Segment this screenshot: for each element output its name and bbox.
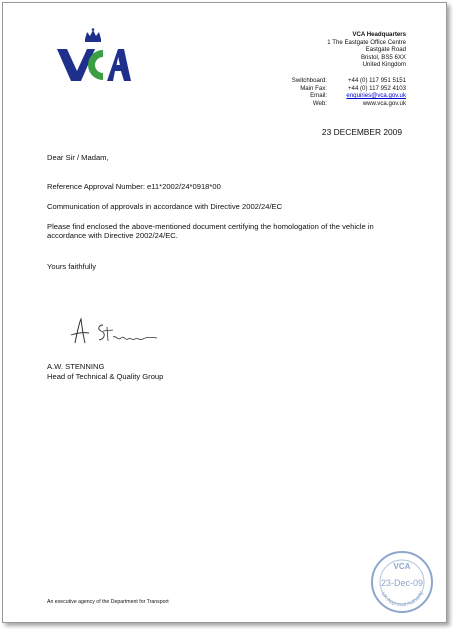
stamp-arc-text <box>379 590 425 608</box>
email-row <box>275 92 406 100</box>
address-line: 1 The Eastgate Office Centre <box>327 38 406 46</box>
signatory-title: Head of Technical & Quality Group <box>47 371 164 381</box>
switchboard-row <box>275 77 406 85</box>
body-paragraph: Please find enclosed the above-mentioned document certifying the homologation of the vehicle in accordance with Directive 2002/24/EC. <box>47 222 374 241</box>
signatory-block <box>47 362 163 381</box>
switchboard-value: +44 (0) 117 951 5151 <box>348 77 406 84</box>
signature-image <box>61 313 171 353</box>
org-name: VCA Headquarters <box>352 31 406 38</box>
signatory-name: A.W. STENNING <box>47 362 105 371</box>
sender-address <box>327 31 406 69</box>
crown-icon <box>85 28 101 42</box>
letter-date: 23 DECEMBER 2009 <box>321 127 402 137</box>
agency-footer: An executive agency of the Department for Transport <box>47 599 169 605</box>
stamp-logo: VCA <box>393 562 411 571</box>
fax-value: +44 (0) 117 952 4103 <box>348 84 406 92</box>
fax-label: Main Fax: <box>300 84 327 92</box>
stamp-date: 23-Dec-09 <box>380 578 424 588</box>
address-line: Bristol, BS5 6XX <box>360 53 406 61</box>
address-line: United Kingdom <box>362 61 406 69</box>
web-row <box>275 100 406 108</box>
fax-row <box>275 85 406 93</box>
email-label: Email: <box>310 92 327 100</box>
email-link[interactable]: enquiries@vca.gov.uk <box>346 92 406 100</box>
communication-line: Communication of approvals in accordance with Directive 2002/24/EC <box>47 202 283 211</box>
vca-logo <box>55 27 131 85</box>
contact-block <box>275 77 406 107</box>
web-value: www.vca.gov.uk <box>362 99 406 107</box>
approval-stamp <box>370 550 434 614</box>
closing: Yours faithfully <box>47 262 97 271</box>
address-line: Eastgate Road <box>365 46 406 54</box>
switchboard-label: Switchboard: <box>291 77 327 84</box>
reference-number: Reference Approval Number: e11*2002/24*0918*00 <box>47 182 221 191</box>
letter-page <box>2 2 447 623</box>
web-label: Web: <box>312 99 327 107</box>
stamp-arc-path: UK Approval Authority <box>379 590 426 609</box>
salutation: Dear Sir / Madam, <box>47 153 109 162</box>
